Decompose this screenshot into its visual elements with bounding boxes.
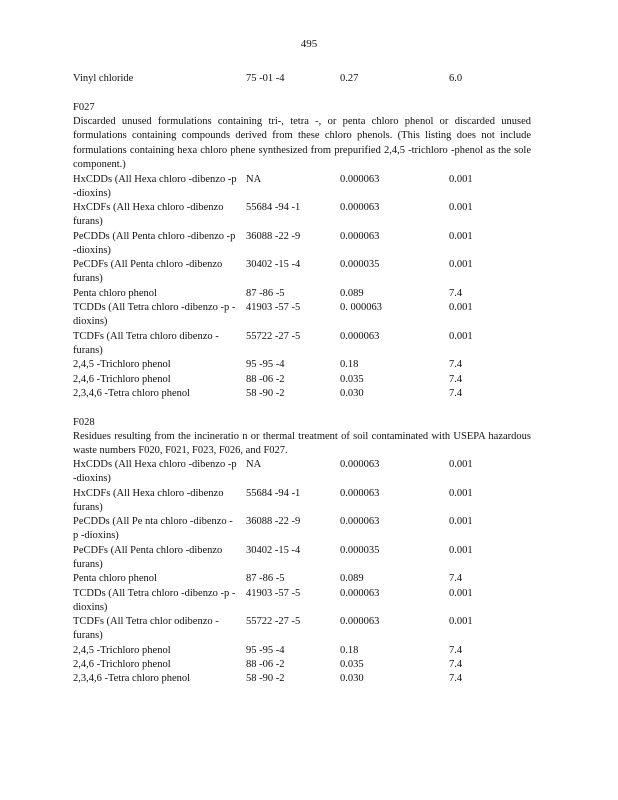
- cas-number: 55722 -27 -5: [246, 331, 301, 342]
- table-row: [0, 72, 618, 87]
- nonwastewater-value: 0.001: [449, 302, 473, 313]
- wastewater-value: 0.089: [340, 288, 364, 299]
- table-row: [0, 515, 618, 544]
- wastewater-value: 0. 000063: [340, 302, 382, 313]
- constituent-name: TCDFs (All Tetra chlor odibenzo -furans): [73, 616, 219, 642]
- nonwastewater-value: 0.001: [449, 516, 473, 527]
- wastewater-value: 0.000063: [340, 202, 380, 213]
- wastewater-value: 0.030: [340, 673, 364, 684]
- cas-number: 55722 -27 -5: [246, 616, 301, 627]
- table-row: [0, 258, 618, 287]
- nonwastewater-value: 0.001: [449, 459, 473, 470]
- cas-number: 75 -01 -4: [246, 73, 285, 84]
- table-row: [0, 373, 618, 388]
- table-row: [0, 644, 618, 659]
- wastewater-value: 0.035: [340, 659, 364, 670]
- table-row: [0, 615, 618, 644]
- nonwastewater-value: 7.4: [449, 288, 463, 299]
- wastewater-value: 0.18: [340, 645, 359, 656]
- table-row: [0, 572, 618, 587]
- constituent-name: Vinyl chloride: [73, 73, 134, 84]
- table-row: [0, 173, 618, 202]
- wastewater-value: 0.030: [340, 388, 364, 399]
- cas-number: NA: [246, 174, 262, 185]
- nonwastewater-value: 0.001: [449, 488, 473, 499]
- waste-description: Residues resulting from the incineratio n or thermal treatment of soil contaminated with USEPA hazardous waste numbers F020, F021, F023, F026, and F027.: [73, 431, 531, 457]
- nonwastewater-value: 0.001: [449, 174, 473, 185]
- constituent-name: PeCDDs (All Pe nta chloro -dibenzo -p -dioxins): [73, 516, 233, 542]
- waste-code-heading: F028: [73, 417, 95, 428]
- constituent-name: PeCDFs (All Penta chloro -dibenzo furans): [73, 545, 223, 571]
- constituent-name: PeCDDs (All Penta chloro -dibenzo -p -dioxins): [73, 231, 236, 257]
- cas-number: 41903 -57 -5: [246, 588, 301, 599]
- cas-number: 41903 -57 -5: [246, 302, 301, 313]
- cas-number: 88 -06 -2: [246, 659, 285, 670]
- nonwastewater-value: 7.4: [449, 659, 463, 670]
- cas-number: 87 -86 -5: [246, 573, 285, 584]
- cas-number: 95 -95 -4: [246, 645, 285, 656]
- cas-number: 95 -95 -4: [246, 359, 285, 370]
- waste-code-heading: F027: [73, 102, 95, 113]
- wastewater-value: 0.18: [340, 359, 359, 370]
- wastewater-value: 0.000063: [340, 516, 380, 527]
- wastewater-value: 0.035: [340, 374, 364, 385]
- wastewater-value: 0.000035: [340, 545, 380, 556]
- constituent-name: HxCDDs (All Hexa chloro -dibenzo -p -dioxins): [73, 459, 237, 485]
- nonwastewater-value: 7.4: [449, 645, 463, 656]
- cas-number: 55684 -94 -1: [246, 202, 301, 213]
- constituent-name: 2,3,4,6 -Tetra chloro phenol: [73, 673, 191, 684]
- constituent-name: TCDDs (All Tetra chloro -dibenzo -p -dioxins): [73, 302, 236, 328]
- constituent-name: 2,4,5 -Trichloro phenol: [73, 359, 171, 370]
- nonwastewater-value: 0.001: [449, 616, 473, 627]
- cas-number: NA: [246, 459, 262, 470]
- wastewater-value: 0.27: [340, 73, 359, 84]
- nonwastewater-value: 0.001: [449, 331, 473, 342]
- constituent-name: PeCDFs (All Penta chloro -dibenzo furans): [73, 259, 223, 285]
- nonwastewater-value: 7.4: [449, 388, 463, 399]
- nonwastewater-value: 6.0: [449, 73, 463, 84]
- cas-number: 58 -90 -2: [246, 388, 285, 399]
- cas-number: 88 -06 -2: [246, 374, 285, 385]
- wastewater-value: 0.000063: [340, 588, 380, 599]
- constituent-name: HxCDDs (All Hexa chloro -dibenzo -p -dioxins): [73, 174, 237, 200]
- cas-number: 30402 -15 -4: [246, 259, 301, 270]
- constituent-name: 2,3,4,6 -Tetra chloro phenol: [73, 388, 191, 399]
- table-row: [0, 230, 618, 259]
- table-row: [0, 387, 618, 402]
- wastewater-value: 0.089: [340, 573, 364, 584]
- table-row: [0, 201, 618, 230]
- constituent-name: TCDFs (All Tetra chloro dibenzo -furans): [73, 331, 219, 357]
- page-number: 495: [300, 38, 318, 50]
- cas-number: 36088 -22 -9: [246, 516, 301, 527]
- wastewater-value: 0.000035: [340, 259, 380, 270]
- table-row: [0, 544, 618, 573]
- wastewater-value: 0.000063: [340, 231, 380, 242]
- wastewater-value: 0.000063: [340, 488, 380, 499]
- nonwastewater-value: 7.4: [449, 374, 463, 385]
- constituent-name: Penta chloro phenol: [73, 573, 157, 584]
- waste-description: Discarded unused formulations containing tri-, tetra -, or penta chloro phenol or discarded unused formulations containing compounds derived from these chloro phenols. (This listing does not include formulations containing hexa chloro phene synthesized from prepurified 2,4,5 -trichloro -phenol as the sole component.): [73, 116, 531, 170]
- wastewater-value: 0.000063: [340, 331, 380, 342]
- cas-number: 87 -86 -5: [246, 288, 285, 299]
- table-row: [0, 672, 618, 687]
- constituent-name: 2,4,6 -Trichloro phenol: [73, 374, 171, 385]
- wastewater-value: 0.000063: [340, 459, 380, 470]
- table-row: [0, 301, 618, 330]
- constituent-name: HxCDFs (All Hexa chloro -dibenzo furans): [73, 488, 224, 514]
- constituent-name: 2,4,6 -Trichloro phenol: [73, 659, 171, 670]
- nonwastewater-value: 0.001: [449, 202, 473, 213]
- cas-number: 58 -90 -2: [246, 673, 285, 684]
- nonwastewater-value: 0.001: [449, 545, 473, 556]
- constituent-name: HxCDFs (All Hexa chloro -dibenzo furans): [73, 202, 224, 228]
- table-row: [0, 658, 618, 673]
- nonwastewater-value: 0.001: [449, 259, 473, 270]
- cas-number: 30402 -15 -4: [246, 545, 301, 556]
- constituent-name: TCDDs (All Tetra chloro -dibenzo -p -dioxins): [73, 588, 236, 614]
- table-row: [0, 487, 618, 516]
- constituent-name: 2,4,5 -Trichloro phenol: [73, 645, 171, 656]
- nonwastewater-value: 7.4: [449, 673, 463, 684]
- constituent-name: Penta chloro phenol: [73, 288, 157, 299]
- wastewater-value: 0.000063: [340, 616, 380, 627]
- wastewater-value: 0.000063: [340, 174, 380, 185]
- nonwastewater-value: 7.4: [449, 359, 463, 370]
- table-row: [0, 287, 618, 302]
- table-row: [0, 358, 618, 373]
- table-row: [0, 458, 618, 487]
- nonwastewater-value: 7.4: [449, 573, 463, 584]
- table-row: [0, 330, 618, 359]
- nonwastewater-value: 0.001: [449, 231, 473, 242]
- nonwastewater-value: 0.001: [449, 588, 473, 599]
- cas-number: 36088 -22 -9: [246, 231, 301, 242]
- table-row: [0, 587, 618, 616]
- cas-number: 55684 -94 -1: [246, 488, 301, 499]
